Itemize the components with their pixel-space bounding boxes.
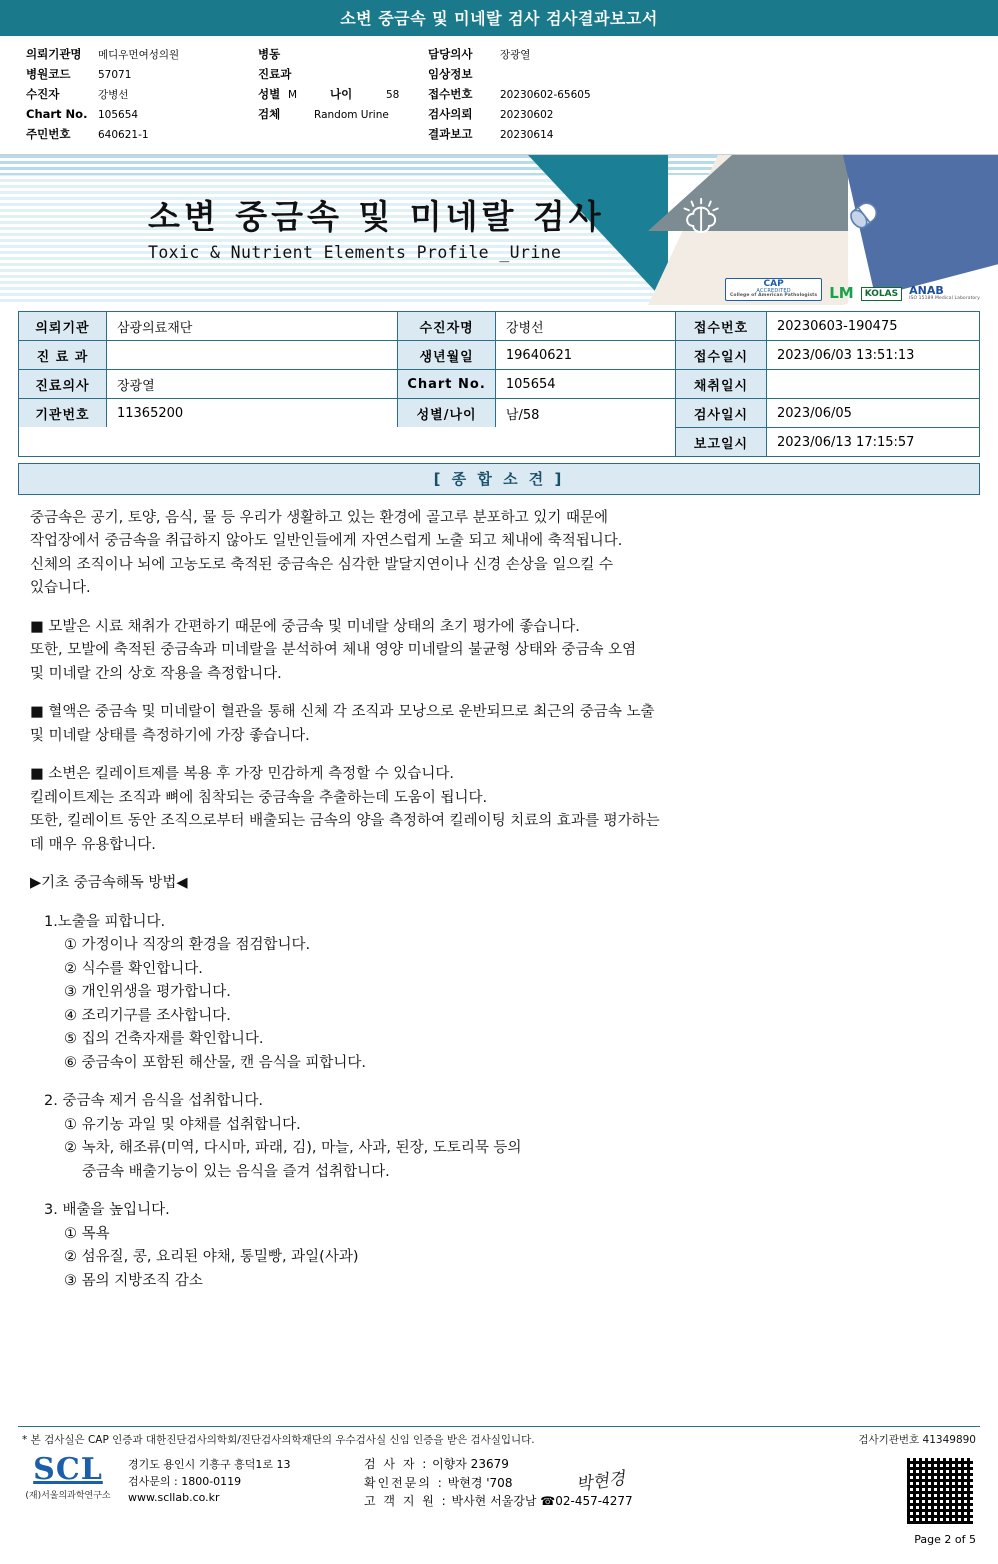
cell-label: 수진자명 [398,312,496,340]
field-value-2: 58 [386,89,400,101]
pill-icon [838,189,890,241]
paragraph-line: 중금속은 공기, 토양, 음식, 물 등 우리가 생활하고 있는 환경에 골고루 분포하고 있기 때문에 [30,510,608,526]
confirm-row [364,1474,904,1493]
patient-header [0,36,998,155]
field-label: Chart No. [26,107,88,121]
field-label: 검사의뢰 [428,107,473,121]
header-field [428,84,788,104]
field-label: 병원코드 [26,67,71,81]
lab-number-label: 검사기관번호 [858,1434,920,1446]
paragraph-line: 또한, 킬레이트 동안 조직으로부터 배출되는 금속의 양을 측정하여 킬레이팅 치료의 효과를 평가하는 [30,813,660,830]
signature-image: 박현경 [574,1468,627,1496]
list-item: ⑥ 중금속이 포함된 해산물, 캔 음식을 피합니다. [64,1054,366,1071]
page-number: Page 2 of 5 [914,1533,976,1546]
header-field [428,124,788,144]
signature-block [358,1455,904,1511]
cell-value: 2023/06/05 [767,399,979,427]
footer-note-row [18,1426,980,1451]
header-column-3 [428,44,788,144]
accreditation-note: * 본 검사실은 CAP 인증과 대한진단검사의학회/진단검사의학재단의 우수검사실 신임 인증을 받은 검사실입니다. [22,1434,535,1446]
cell-value [767,370,979,398]
confirm-label: 확인전문의 : [364,1475,444,1490]
spacer [30,1184,972,1199]
lab-address [114,1455,358,1507]
table-row [19,312,675,341]
field-label: 수진자 [26,87,60,101]
cell-label: Chart No. [398,370,496,398]
table-row [676,312,979,341]
cell-value: 2023/06/13 17:15:57 [767,428,979,456]
cell-value [107,341,398,369]
list-item: ① 가정이나 직장의 환경을 점검합니다. [64,937,311,954]
field-label: 의뢰기관명 [26,47,82,61]
header-field [258,104,428,124]
field-label: 성별 [258,87,281,101]
header-field [428,44,788,64]
accreditation-logos [725,278,980,301]
paragraph-line: 있습니다. [30,580,91,597]
table-row [19,370,675,399]
field-value: 105654 [98,109,139,121]
header-field [26,84,258,104]
field-label-2: 나이 [330,87,353,101]
field-value: 20230602 [500,109,554,121]
field-label: 결과보고 [428,127,473,141]
tester-label: 검 사 자 : [364,1457,429,1471]
header-field [26,44,258,64]
cell-label: 기관번호 [19,399,107,427]
support-label: 고 객 지 원 : [364,1494,448,1509]
field-label: 검체 [258,107,281,121]
field-value: 20230602-65605 [500,89,591,101]
header-field [428,104,788,124]
anab-logo [909,285,980,301]
cell-label: 접수일시 [676,341,767,369]
table-row [676,370,979,399]
cell-value: 11365200 [107,399,398,427]
info-left-block [19,312,675,456]
summary-section-title: [ 종 합 소 견 ] [18,463,980,495]
cell-value: 장광열 [107,370,398,398]
cell-label: 검사일시 [676,399,767,427]
header-column-1 [26,44,258,144]
cell-value: 강병선 [496,312,675,340]
field-label: 담당의사 [428,47,473,61]
field-label: 주민번호 [26,127,71,141]
field-value: 장광열 [500,49,531,61]
cell-label: 생년월일 [398,341,496,369]
anab-tiny-label: ISO 15189 Medical Laboratory [909,296,980,301]
scl-logo-mark: SCL [33,1452,103,1487]
support-row [364,1492,904,1511]
list-item: ③ 몸의 지방조직 감소 [64,1272,203,1289]
table-row [676,428,979,456]
header-field [258,44,428,64]
cap-logo [725,278,822,301]
cell-value: 남/58 [496,399,675,427]
list-item: ⑤ 집의 건축자재를 확인합니다. [64,1031,264,1048]
summary-body [30,507,972,1293]
confirm-value: 박현경 '708 [447,1475,513,1490]
kolas-logo: KOLAS [861,287,902,301]
cell-label: 보고일시 [676,428,767,456]
paragraph-line: 및 미네랄 상태를 측정하기에 가장 좋습니다. [30,727,310,744]
scl-logo [22,1452,114,1501]
brain-icon [674,191,730,247]
sex-age-pair [288,84,428,105]
cap-label: CAP [763,278,784,289]
list-item: 1.노출을 피합니다. [44,913,166,930]
table-row [19,399,675,427]
header-column-2 [258,44,428,144]
list-item: ② 식수를 확인합니다. [64,960,203,977]
header-field [258,64,428,84]
list-item: ① 목욕 [64,1225,110,1242]
address-line: 경기도 용인시 기흥구 흥덕1로 13 [128,1458,291,1471]
cell-value: 삼광의료재단 [107,312,398,340]
detox-section-title: ▶기초 중금속해독 방법◀ [30,875,188,892]
paragraph-line: 및 미네랄 간의 상호 작용을 측정합니다. [30,665,282,682]
header-field [26,104,258,124]
paragraph-line: 작업장에서 중금속을 취급하지 않아도 일반인들에게 자연스럽게 노출 되고 체내에 축적됩니다. [30,533,623,550]
tester-row [364,1455,904,1474]
spacer [30,1075,972,1090]
support-value: 박사현 서울강남 ☎02-457-4277 [451,1494,633,1509]
list-item: ① 유기농 과일 및 야채를 섭취합니다. [64,1116,301,1133]
list-item: 3. 배출을 높입니다. [44,1202,170,1219]
header-field [428,64,788,84]
field-label: 병동 [258,47,281,61]
spacer [30,748,972,763]
field-value: 메디우먼여성의원 [98,49,180,61]
table-row [676,399,979,428]
cell-label: 채취일시 [676,370,767,398]
header-field-sex-age [258,84,428,104]
list-item: 중금속 배출기능이 있는 음식을 즐겨 섭취합니다. [82,1163,390,1180]
report-banner [0,155,998,305]
list-item: ② 녹차, 해조류(미역, 다시마, 파래, 김), 마늘, 사과, 된장, 도토리묵 등의 [64,1140,522,1157]
lab-number-value: 41349890 [922,1434,976,1446]
cap-sub-label: ACCREDITED [756,288,791,295]
paragraph-line: 데 매우 유용합니다. [30,836,156,853]
inquiry-line: 검사문의 : 1800-0119 [128,1474,242,1488]
cell-value: 19640621 [496,341,675,369]
field-value: 강병선 [98,89,129,101]
field-label: 접수번호 [428,87,473,101]
tester-value: 이향자 23679 [432,1457,509,1471]
info-right-block [675,312,979,456]
list-item: ② 섬유질, 콩, 요리된 야채, 통밀빵, 과일(사과) [64,1249,359,1266]
field-label: 임상정보 [428,67,473,81]
cell-label: 성별/나이 [398,399,496,427]
cell-value: 2023/06/03 13:51:13 [767,341,979,369]
paragraph-line: ■ 모발은 시료 채취가 간편하기 때문에 중금속 및 미네랄 상태의 초기 평가에 좋습니다. [30,618,580,635]
table-row [19,341,675,370]
cap-tiny-label: College of American Pathologists [729,293,818,299]
field-value: M [288,89,298,101]
field-value: 640621-1 [98,129,149,141]
banner-title-group [148,191,605,262]
field-label: 진료과 [258,67,292,81]
qr-code[interactable] [904,1455,976,1527]
cell-label: 진 료 과 [19,341,107,369]
footer-main-row [18,1451,980,1527]
list-item: 2. 중금속 제거 음식을 섭취합니다. [44,1093,263,1110]
cell-label: 의뢰기관 [19,312,107,340]
lm-logo: LM [829,284,854,302]
paragraph-line: ■ 소변은 킬레이트제를 복용 후 가장 민감하게 측정할 수 있습니다. [30,766,454,783]
paragraph-line: ■ 혈액은 중금속 및 미네랄이 혈관을 통해 신체 각 조직과 모낭으로 운반되므로 최근의 중금속 노출 [30,704,655,721]
banner-title-en: Toxic & Nutrient Elements Profile _Urine [148,243,562,262]
spacer [30,857,972,872]
list-item: ③ 개인위생을 평가합니다. [64,984,231,1001]
spacer [30,601,972,616]
spacer [30,686,972,701]
paragraph-line: 신체의 조직이나 뇌에 고농도로 축적된 중금속은 심각한 발달지연이나 신경 손상을 일으킬 수 [30,556,613,573]
patient-info-table [18,311,980,457]
paragraph-line: 또한, 모발에 축적된 중금속과 미네랄을 분석하여 체내 영양 미네랄의 불균형 상태와 중금속 오염 [30,642,637,659]
cell-label: 접수번호 [676,312,767,340]
paragraph-line: 킬레이트제는 조직과 뼈에 침착되는 중금속을 추출하는데 도움이 됩니다. [30,789,488,806]
website-line[interactable]: www.scllab.co.kr [128,1491,220,1504]
report-title-bar: 소변 중금속 및 미네랄 검사 검사결과보고서 [0,0,998,36]
cell-label: 진료의사 [19,370,107,398]
spacer [30,896,972,911]
field-value: Random Urine [314,109,389,121]
field-value: 57071 [98,69,132,81]
header-field [26,64,258,84]
table-row [676,341,979,370]
report-footer [18,1426,980,1546]
lab-number-group [858,1432,976,1447]
cell-value: 20230603-190475 [767,312,979,340]
scl-logo-subtitle: (재)서울의과학연구소 [25,1491,111,1501]
banner-title-ko: 소변 중금속 및 미네랄 검사 [148,197,605,236]
list-item: ④ 조리기구를 조사합니다. [64,1007,231,1024]
cell-value: 105654 [496,370,675,398]
field-value: 20230614 [500,129,554,141]
anab-label: ANAB [909,284,944,297]
header-field [26,124,258,144]
